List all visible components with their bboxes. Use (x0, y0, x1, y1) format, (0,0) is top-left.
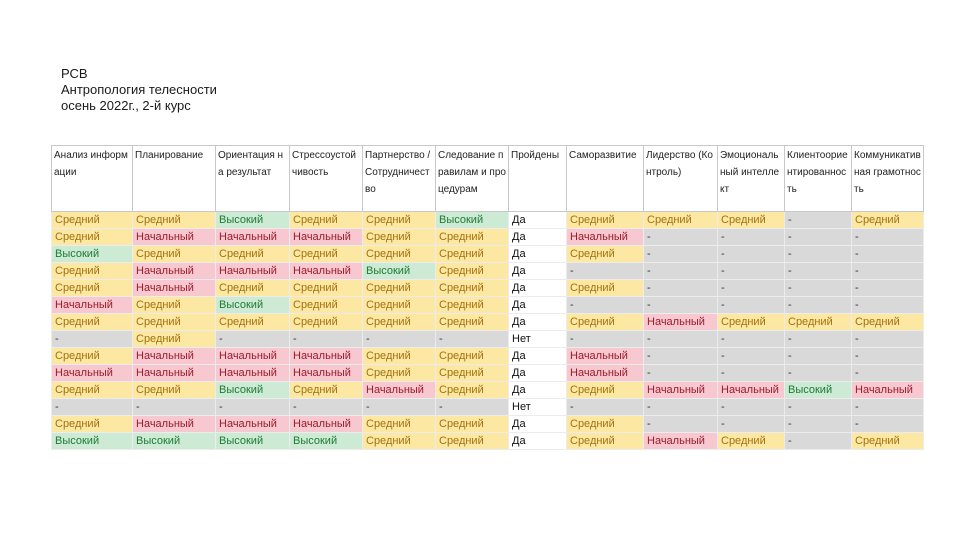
table-row (52, 365, 924, 382)
table-cell: - (363, 331, 436, 348)
table-cell: Начальный (133, 280, 216, 297)
table-cell: Средний (567, 314, 644, 331)
table-cell: Средний (567, 433, 644, 450)
table-cell: Высокий (52, 433, 133, 450)
table-cell: - (852, 365, 924, 382)
table-cell: - (436, 399, 509, 416)
table-cell: - (644, 331, 718, 348)
table-cell: - (785, 348, 852, 365)
table-row (52, 348, 924, 365)
table-row (52, 382, 924, 399)
column-header: Эмоциональный интеллект (718, 146, 785, 212)
table-cell: Начальный (567, 348, 644, 365)
table-header (52, 146, 924, 212)
table-row (52, 280, 924, 297)
table-cell: Средний (436, 280, 509, 297)
table-cell: Средний (852, 212, 924, 229)
table-cell: Начальный (133, 416, 216, 433)
table-cell: - (718, 280, 785, 297)
table-cell: Начальный (852, 382, 924, 399)
table-cell: Средний (363, 246, 436, 263)
table-row (52, 331, 924, 348)
table-cell: Да (509, 280, 567, 297)
table-cell: - (852, 348, 924, 365)
table-cell: Средний (436, 246, 509, 263)
table-cell: - (290, 331, 363, 348)
table-cell: - (567, 399, 644, 416)
table-cell: Средний (133, 314, 216, 331)
column-header: Саморазвитие (567, 146, 644, 212)
table-body (52, 212, 924, 450)
table-cell: Начальный (644, 433, 718, 450)
table-cell: Да (509, 229, 567, 246)
table-cell: Начальный (133, 229, 216, 246)
table-cell: Средний (436, 229, 509, 246)
table-cell: - (785, 365, 852, 382)
table-cell: Средний (216, 280, 290, 297)
competency-table (51, 145, 924, 450)
table-cell: Высокий (216, 212, 290, 229)
table-cell: - (567, 297, 644, 314)
header-row (52, 146, 924, 212)
table-row (52, 416, 924, 433)
table-cell: Да (509, 297, 567, 314)
table-cell: Средний (567, 280, 644, 297)
table-cell: Начальный (290, 348, 363, 365)
title-line-course: Антропология телесности (61, 82, 217, 97)
table-cell: Нет (509, 399, 567, 416)
table-cell: Средний (363, 297, 436, 314)
table-cell: Средний (363, 416, 436, 433)
table-cell: Средний (52, 212, 133, 229)
table-cell: Средний (290, 314, 363, 331)
table-cell: Начальный (718, 382, 785, 399)
table-cell: - (852, 280, 924, 297)
table-cell: Средний (718, 314, 785, 331)
table-cell: Средний (133, 331, 216, 348)
table-cell: - (363, 399, 436, 416)
table-cell: Начальный (52, 365, 133, 382)
table-cell: Высокий (290, 433, 363, 450)
table-row (52, 212, 924, 229)
table-cell: - (718, 348, 785, 365)
table-cell: Средний (436, 365, 509, 382)
table-cell: - (567, 263, 644, 280)
table-cell: Средний (216, 314, 290, 331)
table-cell: Нет (509, 331, 567, 348)
table-cell: Средний (718, 212, 785, 229)
table-cell: Средний (290, 297, 363, 314)
table-cell: - (567, 331, 644, 348)
table-cell: - (718, 297, 785, 314)
title-line-term: осень 2022г., 2-й курс (61, 98, 191, 113)
table-cell: - (718, 263, 785, 280)
table-cell: - (290, 399, 363, 416)
table-cell: - (644, 416, 718, 433)
column-header: Партнерство / Сотрудничество (363, 146, 436, 212)
table-cell: Средний (567, 416, 644, 433)
table-cell: - (785, 297, 852, 314)
table-cell: Средний (133, 246, 216, 263)
table-cell: Высокий (133, 433, 216, 450)
table-cell: - (785, 263, 852, 280)
table-cell: Средний (216, 246, 290, 263)
table-cell: - (852, 297, 924, 314)
table-cell: Да (509, 263, 567, 280)
column-header: Ориентация на результат (216, 146, 290, 212)
table-cell: Высокий (436, 212, 509, 229)
table-cell: Начальный (216, 416, 290, 433)
table-cell: - (644, 297, 718, 314)
table-cell: Да (509, 246, 567, 263)
table-cell: - (216, 399, 290, 416)
column-header: Анализ информации (52, 146, 133, 212)
table-cell: Начальный (216, 229, 290, 246)
table-cell: - (718, 331, 785, 348)
table-cell: Средний (436, 382, 509, 399)
table-cell: - (785, 280, 852, 297)
table-cell: Средний (718, 433, 785, 450)
column-header: Следование правилам и процедурам (436, 146, 509, 212)
column-header: Стрессоустойчивость (290, 146, 363, 212)
table-cell: - (644, 229, 718, 246)
table-cell: Начальный (133, 348, 216, 365)
table-row (52, 314, 924, 331)
table-cell: Средний (567, 212, 644, 229)
table-cell: - (644, 399, 718, 416)
table-cell: Да (509, 314, 567, 331)
table-cell: Средний (363, 433, 436, 450)
table-cell: Начальный (216, 348, 290, 365)
table-cell: - (52, 399, 133, 416)
table-row (52, 297, 924, 314)
table-cell: - (216, 331, 290, 348)
table-cell: - (785, 416, 852, 433)
table-cell: Средний (567, 246, 644, 263)
table-cell: - (644, 348, 718, 365)
table-cell: - (852, 416, 924, 433)
table-cell: Средний (52, 416, 133, 433)
table-cell: Средний (436, 416, 509, 433)
table-cell: Начальный (644, 314, 718, 331)
column-header: Клиентоориентированность (785, 146, 852, 212)
table-cell: Средний (52, 382, 133, 399)
table-cell: - (785, 212, 852, 229)
table-cell: Да (509, 365, 567, 382)
table-cell: - (644, 365, 718, 382)
table-cell: - (785, 433, 852, 450)
table-cell: Начальный (216, 263, 290, 280)
table-cell: Средний (133, 212, 216, 229)
title-line-org: РСВ (61, 66, 88, 81)
table-cell: Средний (436, 297, 509, 314)
table-cell: Да (509, 433, 567, 450)
table-cell: Средний (363, 314, 436, 331)
table-cell: Средний (52, 314, 133, 331)
column-header: Планирование (133, 146, 216, 212)
table-cell: Средний (436, 263, 509, 280)
table-cell: - (52, 331, 133, 348)
table-cell: Да (509, 382, 567, 399)
table-row (52, 263, 924, 280)
table-cell: Начальный (290, 365, 363, 382)
table-cell: - (718, 399, 785, 416)
table-row (52, 246, 924, 263)
table-cell: Средний (644, 212, 718, 229)
table-cell: - (718, 365, 785, 382)
table-cell: Да (509, 348, 567, 365)
table-cell: Средний (133, 382, 216, 399)
column-header: Лидерство (Контроль) (644, 146, 718, 212)
table-cell: Средний (436, 433, 509, 450)
table-cell: - (718, 229, 785, 246)
table-cell: Да (509, 212, 567, 229)
table-cell: Начальный (133, 365, 216, 382)
table-cell: - (852, 399, 924, 416)
table-cell: - (644, 263, 718, 280)
table-cell: - (785, 399, 852, 416)
table-cell: Средний (785, 314, 852, 331)
table-cell: Средний (852, 314, 924, 331)
table-cell: Средний (436, 348, 509, 365)
table-cell: Начальный (567, 229, 644, 246)
table-cell: Высокий (216, 382, 290, 399)
table-cell: - (718, 246, 785, 263)
table-cell: Начальный (567, 365, 644, 382)
table-cell: Высокий (363, 263, 436, 280)
table-cell: Начальный (216, 365, 290, 382)
table-cell: Средний (363, 348, 436, 365)
table-cell: Средний (290, 382, 363, 399)
table-cell: Начальный (644, 382, 718, 399)
column-header: Пройдены (509, 146, 567, 212)
table-cell: - (852, 331, 924, 348)
table-cell: Средний (567, 382, 644, 399)
table-cell: Средний (52, 280, 133, 297)
table-cell: Начальный (290, 229, 363, 246)
table-cell: Средний (363, 212, 436, 229)
table-cell: - (852, 246, 924, 263)
table-cell: Средний (363, 280, 436, 297)
table-cell: Высокий (216, 433, 290, 450)
table-cell: Средний (290, 246, 363, 263)
table-cell: Средний (363, 229, 436, 246)
slide-title (61, 66, 217, 114)
table-row (52, 433, 924, 450)
table-cell: - (852, 229, 924, 246)
table-cell: Средний (436, 314, 509, 331)
table-cell: Да (509, 416, 567, 433)
table-cell: - (852, 263, 924, 280)
table-cell: - (785, 246, 852, 263)
table-cell: - (644, 246, 718, 263)
table-cell: Высокий (216, 297, 290, 314)
table-cell: Начальный (52, 297, 133, 314)
table-cell: Средний (52, 348, 133, 365)
table-cell: Начальный (363, 382, 436, 399)
table-row (52, 399, 924, 416)
column-header: Коммуникативная грамотность (852, 146, 924, 212)
table-cell: Начальный (290, 416, 363, 433)
table-row (52, 229, 924, 246)
table-cell: - (644, 280, 718, 297)
table-cell: Средний (852, 433, 924, 450)
table-cell: Высокий (785, 382, 852, 399)
table-cell: - (718, 416, 785, 433)
table-cell: Начальный (290, 263, 363, 280)
table-cell: Средний (290, 212, 363, 229)
table-cell: - (133, 399, 216, 416)
table-cell: Средний (133, 297, 216, 314)
table-cell: - (436, 331, 509, 348)
table-cell: Начальный (133, 263, 216, 280)
table-cell: Средний (52, 263, 133, 280)
table-cell: Средний (52, 229, 133, 246)
table-cell: Средний (363, 365, 436, 382)
table-cell: - (785, 331, 852, 348)
table-cell: - (785, 229, 852, 246)
table-cell: Средний (290, 280, 363, 297)
table-cell: Высокий (52, 246, 133, 263)
